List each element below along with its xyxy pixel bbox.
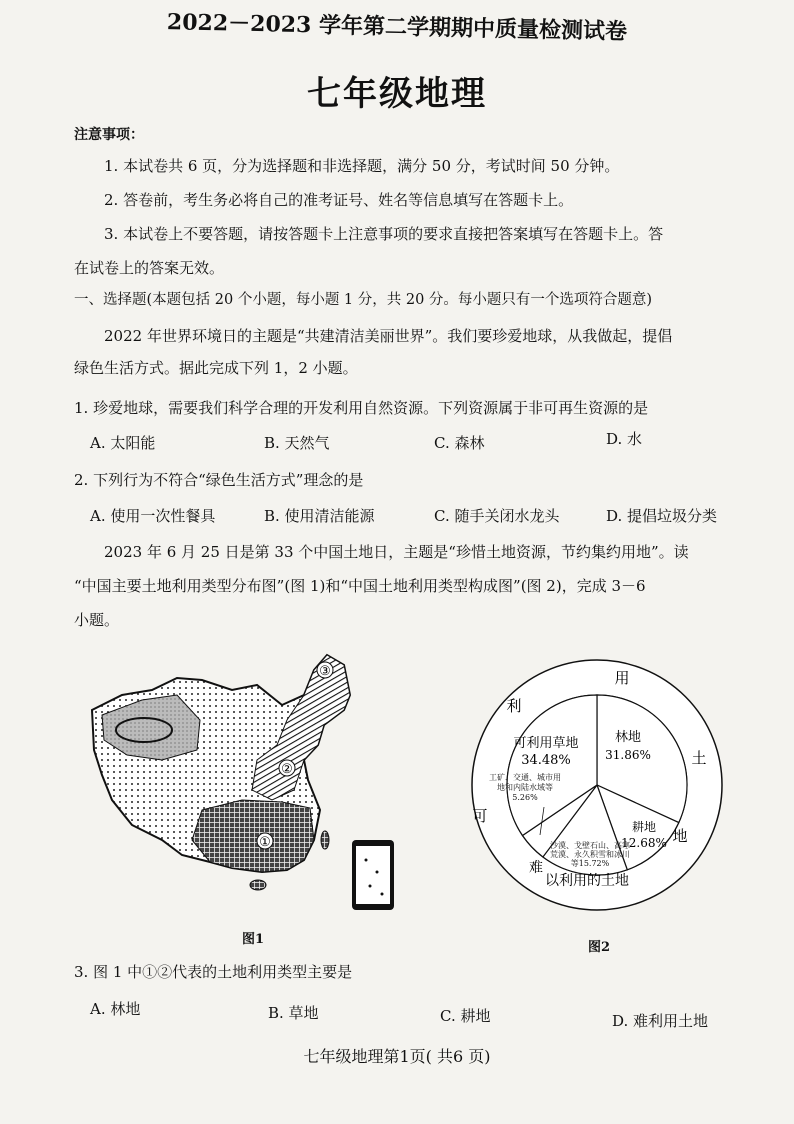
slice-value-cropland: 12.68% xyxy=(621,836,667,850)
q3-option-b[interactable]: B. 草地 xyxy=(268,1004,319,1022)
ring-char-di: 地 xyxy=(672,827,688,845)
slice-value-grassland: 34.48% xyxy=(521,753,571,768)
ring-char-tu: 土 xyxy=(691,749,707,767)
q2-option-b[interactable]: B. 使用清洁能源 xyxy=(264,507,375,525)
intro2-line-2: “中国主要土地利用类型分布图”(图 1)和“中国土地利用类型构成图”(图 2)，完成 3－6 xyxy=(74,577,646,595)
question-2-stem: 2. 下列行为不符合“绿色生活方式”理念的是 xyxy=(74,471,364,489)
notice-item-2: 2. 答卷前，考生务必将自己的准考证号、姓名等信息填写在答题卡上。 xyxy=(104,191,574,209)
marker-2: ② xyxy=(281,762,293,777)
notice-item-3-cont: 在试卷上的答案无效。 xyxy=(74,259,225,277)
page-footer: 七年级地理第1页( 共6 页) xyxy=(303,1047,491,1066)
ring-char-ke: 可 xyxy=(472,807,488,825)
question-1-stem: 1. 珍爱地球，需要我们科学合理的开发利用自然资源。下列资源属于非可再生资源的是 xyxy=(74,399,649,417)
slice-label-forest: 林地 xyxy=(614,730,642,745)
slice-label-grassland: 可利用草地 xyxy=(513,736,579,751)
slice-value-desert: 15.72% xyxy=(578,859,610,868)
notice-title: 注意事项： xyxy=(74,127,144,143)
q2-option-c[interactable]: C. 随手关闭水龙头 xyxy=(434,507,560,525)
fig1-caption: 图1 xyxy=(242,932,265,947)
subject-title: 七年级地理 xyxy=(307,74,487,114)
slice-value-forest: 31.86% xyxy=(605,748,651,762)
question-3-stem: 3. 图 1 中①②代表的土地利用类型主要是 xyxy=(74,963,353,981)
ring-text-hard-to-use: 以利用的土地 xyxy=(545,873,629,889)
section-heading: 一、选择题(本题包括 20 个小题，每小题 1 分，共 20 分。每小题只有一个选项符合题意) xyxy=(74,292,653,308)
fig2-caption: 图2 xyxy=(588,940,611,955)
q3-option-c[interactable]: C. 耕地 xyxy=(440,1007,491,1025)
land-use-pie-chart xyxy=(462,655,732,935)
intro1-line-2: 绿色生活方式。据此完成下列 1，2 小题。 xyxy=(74,359,358,377)
intro2-line-1: 2023 年 6 月 25 日是第 33 个中国土地日，主题是“珍惜土地资源，节约集约用地”。读 xyxy=(104,543,689,561)
slice-value-industrial: 5.26% xyxy=(512,793,538,802)
ring-char-li: 利 xyxy=(506,697,522,715)
q1-option-d[interactable]: D. 水 xyxy=(606,430,643,448)
ring-char-nan: 难 xyxy=(529,860,543,876)
ring-char-yong: 用 xyxy=(614,669,630,687)
q2-option-a[interactable]: A. 使用一次性餐具 xyxy=(90,507,216,525)
exam-header-title: 2022－2023 学年第二学期期中质量检测试卷 xyxy=(166,9,628,45)
q3-option-a[interactable]: A. 林地 xyxy=(90,1000,141,1018)
intro2-line-3: 小题。 xyxy=(74,611,120,629)
q1-option-a[interactable]: A. 太阳能 xyxy=(90,434,156,452)
q1-option-c[interactable]: C. 森林 xyxy=(434,434,485,452)
q2-option-d[interactable]: D. 提倡垃圾分类 xyxy=(606,507,718,525)
notice-item-1: 1. 本试卷共 6 页，分为选择题和非选择题，满分 50 分，考试时间 50 分钟。 xyxy=(104,157,620,175)
marker-1: ① xyxy=(259,835,271,850)
q1-option-b[interactable]: B. 天然气 xyxy=(264,434,330,452)
slice-label-desert: 沙漠、戈壁石山、高寒荒漠、永久积雪和冰川等 xyxy=(550,841,630,868)
notice-item-3: 3. 本试卷上不要答题，请按答题卡上注意事项的要求直接把答案填写在答题卡上。答 xyxy=(104,225,664,243)
intro1-line-1: 2022 年世界环境日的主题是“共建清洁美丽世界”。我们要珍爱地球，从我做起，提倡 xyxy=(104,327,673,345)
china-land-use-map xyxy=(82,650,422,930)
q3-option-d[interactable]: D. 难利用土地 xyxy=(612,1012,709,1030)
slice-label-cropland: 耕地 xyxy=(631,820,657,834)
marker-3: ③ xyxy=(319,664,331,679)
slice-label-industrial: 工矿、交通、城市用地和内陆水域等 xyxy=(489,773,561,792)
